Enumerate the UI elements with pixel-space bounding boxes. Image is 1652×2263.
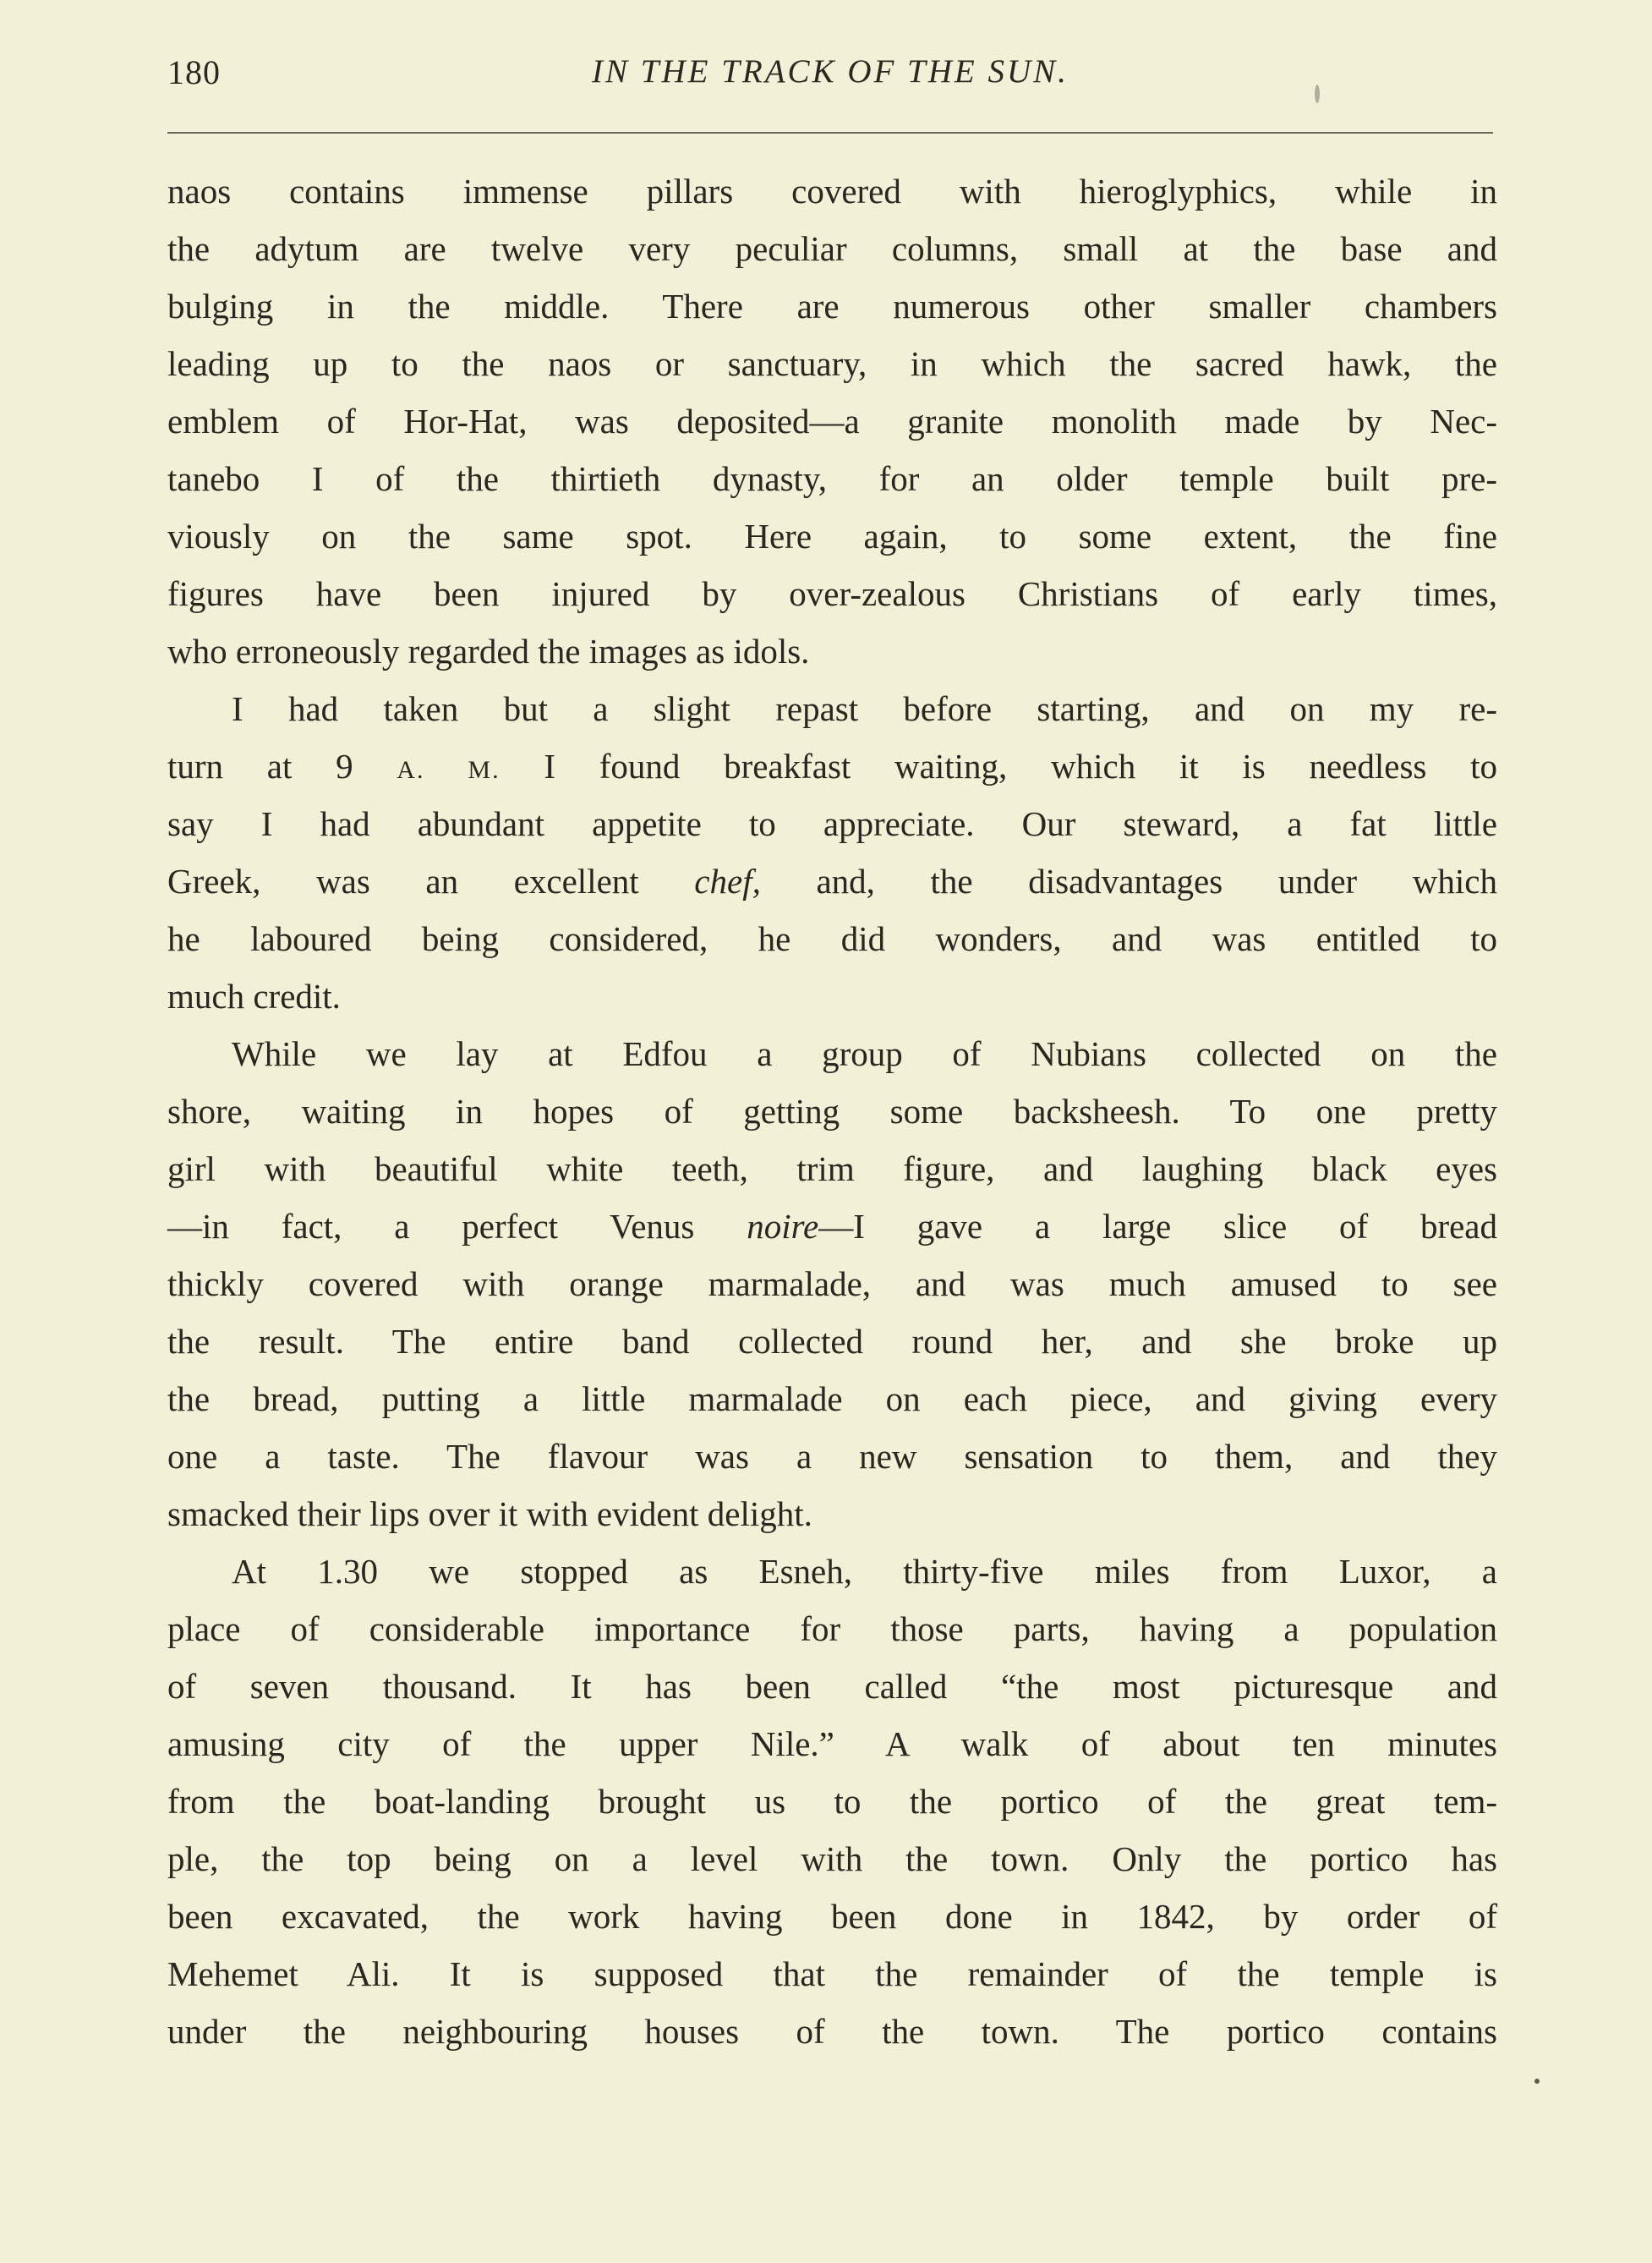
text-line: ple, the top being on a level with the town. Only the portico has: [167, 1839, 1497, 1878]
text-segment: Greek, was an excellent: [167, 862, 695, 901]
paragraph-2: [167, 680, 1497, 1025]
text-line: place of considerable importance for those parts, having a population: [167, 1609, 1497, 1648]
header-rule: [167, 132, 1493, 134]
ink-speck: [1534, 2079, 1540, 2084]
paragraph-4: [167, 1542, 1497, 2060]
text-line: figures have been injured by over-zealous Christians of early times,: [167, 574, 1497, 613]
running-head: IN THE TRACK OF THE SUN.: [592, 53, 1069, 90]
text-line: the result. The entire band collected round her, and she broke up: [167, 1322, 1497, 1361]
text-line: under the neighbouring houses of the town. The portico contains: [167, 2012, 1497, 2051]
text-segment: I found breakfast waiting, which it is needless to: [500, 747, 1497, 786]
text-line: While we lay at Edfou a group of Nubians collected on the: [232, 1034, 1497, 1073]
text-line: emblem of Hor-Hat, was deposited—a granite monolith made by Nec-: [167, 402, 1497, 441]
text-line: bulging in the middle. There are numerous other smaller chambers: [167, 287, 1497, 326]
text-segment: turn at 9: [167, 747, 397, 786]
paragraph-3: [167, 1025, 1497, 1542]
text-line: viously on the same spot. Here again, to some extent, the fine: [167, 517, 1497, 556]
page-number: 180: [167, 53, 221, 91]
text-line: the adytum are twelve very peculiar columns, small at the base and: [167, 229, 1497, 268]
text-line: Mehemet Ali. It is supposed that the remainder of the temple is: [167, 1954, 1497, 1993]
text-line: the bread, putting a little marmalade on each piece, and giving every: [167, 1379, 1497, 1418]
text-line: been excavated, the work having been done in 1842, by order of: [167, 1897, 1497, 1936]
body-text: [167, 162, 1497, 2060]
italic-word: noire: [747, 1207, 819, 1246]
text-line: At 1.30 we stopped as Esneh, thirty-five miles from Luxor, a: [232, 1552, 1497, 1591]
text-line: amusing city of the upper Nile.” A walk of about ten minutes: [167, 1724, 1497, 1763]
text-line: I had taken but a slight repast before starting, and on my re-: [232, 689, 1497, 728]
text-line: tanebo I of the thirtieth dynasty, for an older temple built pre-: [167, 459, 1497, 498]
text-segment: —in fact, a perfect Venus: [167, 1207, 747, 1246]
text-line: one a taste. The flavour was a new sensation to them, and they: [167, 1437, 1497, 1476]
time-abbreviation: A. M.: [397, 756, 501, 784]
text-line: shore, waiting in hopes of getting some backsheesh. To one pretty: [167, 1092, 1497, 1131]
ink-speck: [1315, 85, 1320, 103]
text-line: leading up to the naos or sanctuary, in which the sacred hawk, the: [167, 344, 1497, 383]
text-line: [167, 1197, 1497, 1255]
text-line: thickly covered with orange marmalade, and was much amused to see: [167, 1264, 1497, 1303]
text-line: who erroneously regarded the images as idols.: [167, 632, 810, 671]
text-line: much credit.: [167, 977, 341, 1016]
text-line: [167, 737, 1497, 795]
text-segment: —I gave a large slice of bread: [818, 1207, 1498, 1246]
page-header: [167, 52, 1493, 95]
text-line: girl with beautiful white teeth, trim figure, and laughing black eyes: [167, 1149, 1497, 1188]
text-line: from the boat-landing brought us to the portico of the great tem-: [167, 1782, 1497, 1821]
text-segment: and, the disadvantages under which: [760, 862, 1497, 901]
text-line: [167, 852, 1497, 910]
paragraph-1: [167, 162, 1497, 680]
text-line: of seven thousand. It has been called “the most picturesque and: [167, 1667, 1497, 1706]
text-line: say I had abundant appetite to appreciate. Our steward, a fat little: [167, 804, 1497, 843]
italic-word: chef,: [694, 862, 761, 901]
text-line: smacked their lips over it with evident delight.: [167, 1494, 812, 1533]
text-line: he laboured being considered, he did wonders, and was entitled to: [167, 919, 1497, 958]
text-line: naos contains immense pillars covered with hieroglyphics, while in: [167, 172, 1497, 211]
